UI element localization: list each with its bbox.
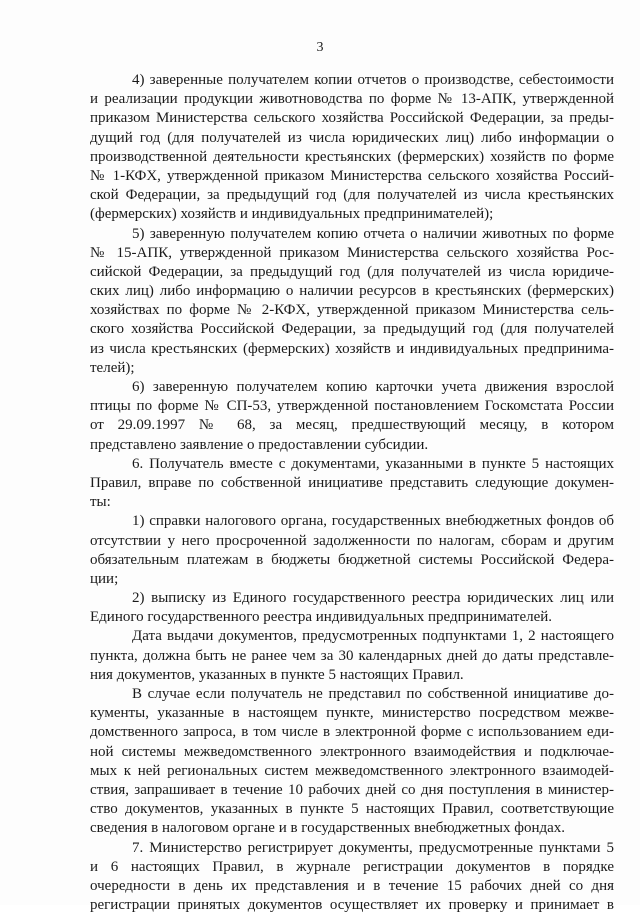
text-line: и реализации продукции животноводства по форме № 13-АПК, утвержденной <box>90 91 614 108</box>
text-line: приказом Министерства сельского хозяйства Российской Федерации, за преды- <box>90 110 614 127</box>
text-line: ских лиц) либо информацию о наличии ресурсов в крестьянских (фермерских) <box>90 283 614 300</box>
text-line: представлено заявление о предоставлении субсидии. <box>90 436 429 453</box>
text-line: птицы по форме № СП-53, утвержденной постановлением Госкомстата России <box>90 398 614 415</box>
text-line: производственной деятельности крестьянских (фермерских) хозяйств по форме <box>90 148 614 165</box>
text-line: 4) заверенные получателем копии отчетов о производстве, себестоимости <box>132 72 614 88</box>
text-line: Правил, вправе по собственной инициативе представить следующие докумен- <box>90 474 614 491</box>
text-line: ствия, запрашивает в течение 10 рабочих дней со дня поступления в министер- <box>90 781 614 798</box>
text-line: В случае если получатель не представил по собственной инициативе до- <box>132 686 614 702</box>
text-line: ской Федерации, за предыдущий год (для получателей из числа крестьянских <box>90 187 614 204</box>
document-body <box>90 71 614 915</box>
text-line: пункта, должна быть не ранее чем за 30 календарных дней до даты представле- <box>90 647 614 664</box>
text-line: № 1-КФХ, утвержденной приказом Министерства сельского хозяйства Россий- <box>90 167 614 184</box>
text-line: ство документов, указанных в пункте 5 настоящих Правил, соответствующие <box>90 801 614 818</box>
text-line: регистрации принятых документов осуществляет их проверку и принимает в <box>90 897 614 914</box>
text-line: сведения в налоговом органе и в государственных внебюджетных фондах. <box>90 820 566 837</box>
text-line: сийской Федерации, за предыдущий год (для получателей из числа юридиче- <box>90 263 614 280</box>
text-line: очередности в день их представления и в течение 15 рабочих дней со дня <box>90 877 614 894</box>
text-line: № 15-АПК, утвержденной приказом Министерства сельского хозяйства Рос- <box>90 244 614 261</box>
text-line: 1) справки налогового органа, государственных внебюджетных фондов об <box>132 513 614 530</box>
text-line: ной системы межведомственного электронного взаимодействия и подключае- <box>90 743 614 760</box>
text-line: ты: <box>90 494 111 511</box>
text-line: 5) заверенную получателем копию отчета о наличии животных по форме <box>132 225 614 242</box>
text-line: обязательным платежам в бюджеты бюджетной системы Российской Федера- <box>90 551 614 568</box>
text-line: Дата выдачи документов, предусмотренных подпунктами 1, 2 настоящего <box>132 628 614 645</box>
text-line: и 6 настоящих Правил, в журнале регистрации документов в порядке <box>90 858 614 875</box>
text-line: мых к ней региональных систем межведомственного электронного взаимодей- <box>90 762 614 779</box>
text-line: кументы, указанные в настоящем пункте, министерство посредством межве- <box>90 705 614 722</box>
text-line: ского хозяйства Российской Федерации, за предыдущий год (для получателей <box>90 321 614 338</box>
text-line: 7. Министерство регистрирует документы, предусмотренные пунктами 5 <box>132 839 614 856</box>
text-line: ции; <box>90 570 119 587</box>
text-line: ния документов, указанных в пункте 5 настоящих Правил. <box>90 666 464 683</box>
page-number: 3 <box>316 40 324 55</box>
text-line: 6. Получатель вместе с документами, указанными в пункте 5 настоящих <box>132 455 614 472</box>
text-line: отсутствии у него просроченной задолженности по налогам, сборам и другим <box>90 532 614 549</box>
text-line: от 29.09.1997 № 68, за месяц, предшествующий месяцу, в котором <box>90 417 614 434</box>
text-line: 6) заверенную получателем копию карточки учета движения взрослой <box>132 379 614 395</box>
text-line: телей); <box>90 359 135 376</box>
text-line: Единого государственного реестра индивидуальных предпринимателей. <box>90 609 553 626</box>
text-line: дущий год (для получателей из числа юридических лиц) либо информации о <box>90 129 614 146</box>
text-line: из числа крестьянских (фермерских) хозяйств и индивидуальных предпринима- <box>90 340 614 357</box>
text-line: (фермерских) хозяйств и индивидуальных предпринимателей); <box>90 206 494 223</box>
text-line: хозяйствах по форме № 2-КФХ, утвержденной приказом Министерства сель- <box>90 302 614 319</box>
text-line: 2) выписку из Единого государственного реестра юридических лиц или <box>132 590 614 607</box>
text-line: домственного запроса, в том числе в электронной форме с использованием еди- <box>90 724 614 741</box>
